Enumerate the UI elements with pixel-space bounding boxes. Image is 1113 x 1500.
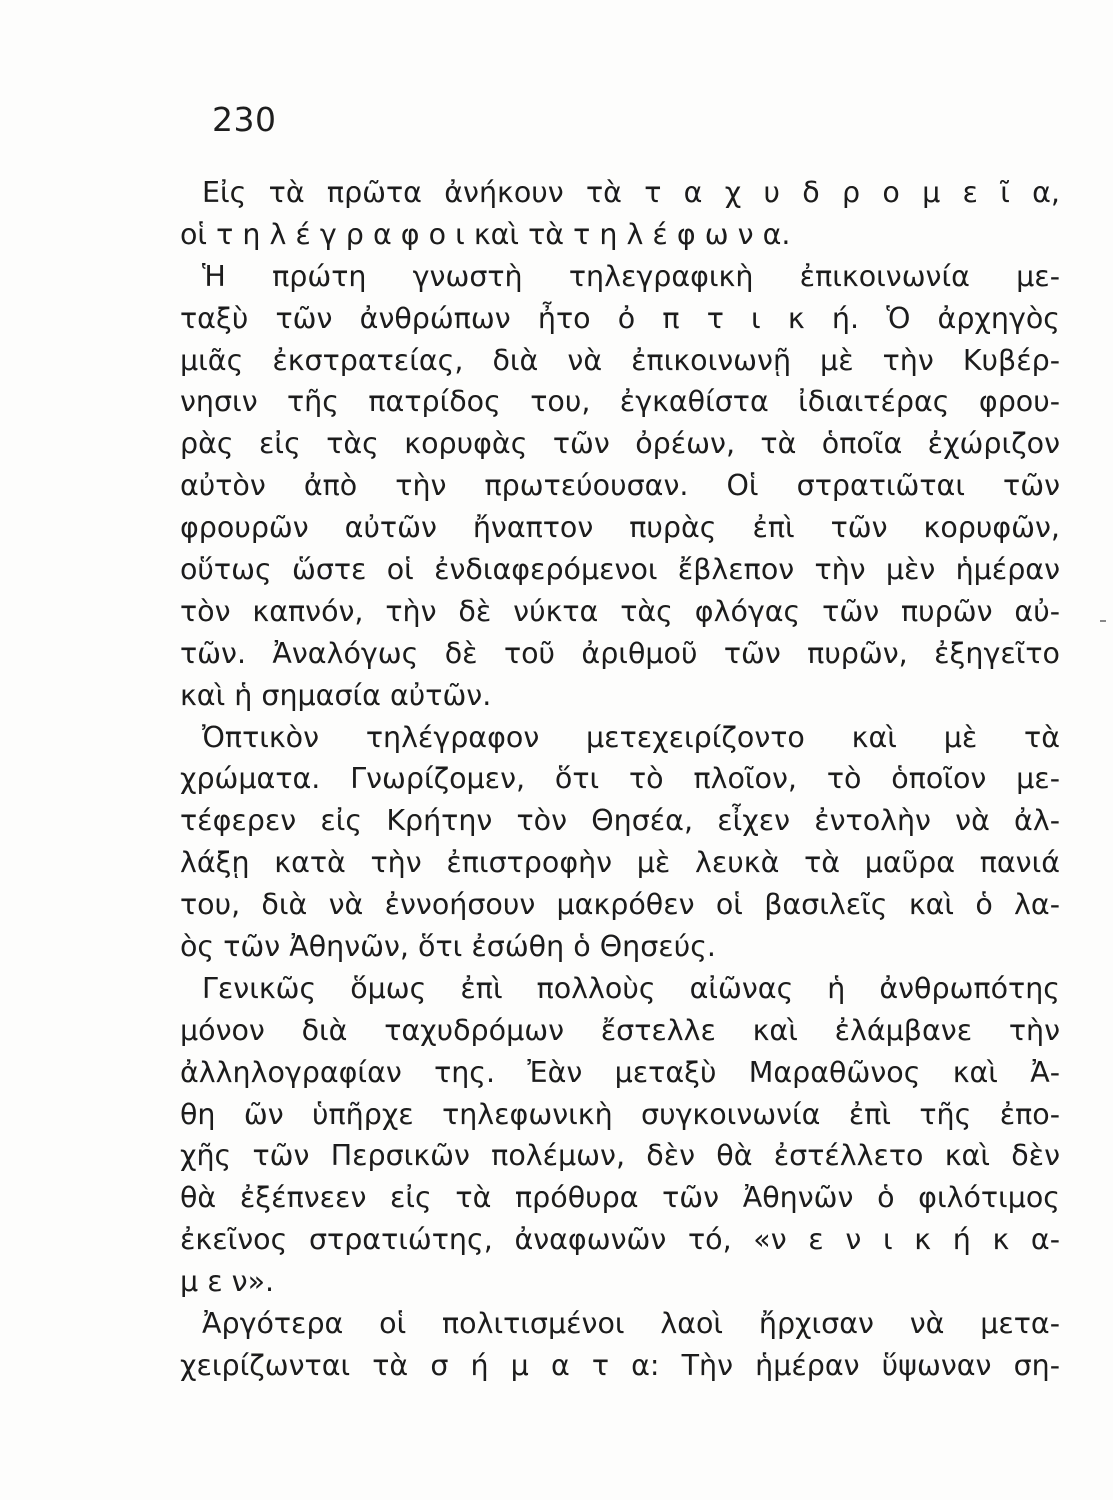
text-line: οἱ τ η λ έ γ ρ α φ ο ι καὶ τὰ τ η λ έ φ ω ν α. [180, 217, 791, 251]
text-line: ἐκεῖνος στρατιώτης, ἀναφωνῶν τό, «ν ε ν ι κ ή κ α- [180, 1223, 1060, 1257]
text-line: ρὰς εἰς τὰς κορυφὰς τῶν ὀρέων, τὰ ὁποῖα ἐχώριζον [180, 427, 1060, 461]
text-line: του, διὰ νὰ ἐννοήσουν μακρόθεν οἱ βασιλεῖς καὶ ὁ λα- [180, 888, 1060, 922]
text-line: Ἡ πρώτη γνωστὴ τηλεγραφικὴ ἐπικοινωνία με- [202, 259, 1060, 293]
text-line: Ἀργότερα οἱ πολιτισμένοι λαοὶ ἤρχισαν νὰ μετα- [202, 1307, 1060, 1341]
text-line: οὕτως ὥστε οἱ ἐνδιαφερόμενοι ἔβλεπον τὴν μὲν ἡμέραν [180, 553, 1060, 587]
page-number: 230 [212, 100, 277, 139]
text-line: χρώματα. Γνωρίζομεν, ὅτι τὸ πλοῖον, τὸ ὁποῖον με- [180, 762, 1060, 796]
text-line: Ὀπτικὸν τηλέγραφον μετεχειρίζοντο καὶ μὲ τὰ [202, 720, 1060, 754]
body-text [180, 172, 1060, 1387]
text-line: χῆς τῶν Περσικῶν πολέμων, δὲν θὰ ἐστέλλετο καὶ δὲν [180, 1139, 1060, 1173]
text-line: ὸς τῶν Ἀθηνῶν, ὅτι ἐσώθη ὁ Θησεύς. [180, 930, 716, 964]
text-line: χειρίζωνται τὰ σ ή μ α τ α: Τὴν ἡμέραν ὕψωναν ση- [180, 1348, 1060, 1382]
text-line: θη ῶν ὑπῆρχε τηλεφωνικὴ συγκοινωνία ἐπὶ τῆς ἐπο- [180, 1097, 1060, 1131]
text-line: μ ε ν». [180, 1265, 275, 1299]
text-line: τῶν. Ἀναλόγως δὲ τοῦ ἀριθμοῦ τῶν πυρῶν, ἐξηγεῖτο [180, 636, 1060, 670]
text-line: λάξῃ κατὰ τὴν ἐπιστροφὴν μὲ λευκὰ τὰ μαῦρα πανιά [180, 846, 1060, 880]
text-line: αὐτὸν ἀπὸ τὴν πρωτεύουσαν. Οἱ στρατιῶται τῶν [180, 469, 1060, 503]
margin-mark [1100, 620, 1106, 622]
text-line: Εἰς τὰ πρῶτα ἀνήκουν τὰ τ α χ υ δ ρ ο μ ε ῖ α, [202, 176, 1060, 209]
text-line: καὶ ἡ σημασία αὐτῶν. [180, 678, 492, 712]
text-line: μιᾶς ἐκστρατείας, διὰ νὰ ἐπικοινωνῇ μὲ τὴν Κυβέρ- [180, 343, 1060, 377]
text-line: ταξὺ τῶν ἀνθρώπων ἦτο ὀ π τ ι κ ή. Ὁ ἀρχηγὸς [180, 301, 1060, 335]
text-line: νησιν τῆς πατρίδος του, ἐγκαθίστα ἰδιαιτέρας φρου- [180, 385, 1060, 419]
text-line: φρουρῶν αὐτῶν ἤναπτον πυρὰς ἐπὶ τῶν κορυφῶν, [180, 511, 1060, 545]
text-line: ἀλληλογραφίαν της. Ἐὰν μεταξὺ Μαραθῶνος καὶ Ἀ- [180, 1055, 1060, 1089]
text-line: τὸν καπνόν, τὴν δὲ νύκτα τὰς φλόγας τῶν πυρῶν αὐ- [180, 594, 1060, 628]
text-line: μόνον διὰ ταχυδρόμων ἔστελλε καὶ ἐλάμβανε τὴν [180, 1013, 1060, 1047]
text-line: τέφερεν εἰς Κρήτην τὸν Θησέα, εἶχεν ἐντολὴν νὰ ἀλ- [180, 804, 1060, 838]
text-line: θὰ ἐξέπνεεν εἰς τὰ πρόθυρα τῶν Ἀθηνῶν ὁ φιλότιμος [180, 1181, 1060, 1215]
text-line: Γενικῶς ὅμως ἐπὶ πολλοὺς αἰῶνας ἡ ἀνθρωπότης [202, 971, 1060, 1005]
